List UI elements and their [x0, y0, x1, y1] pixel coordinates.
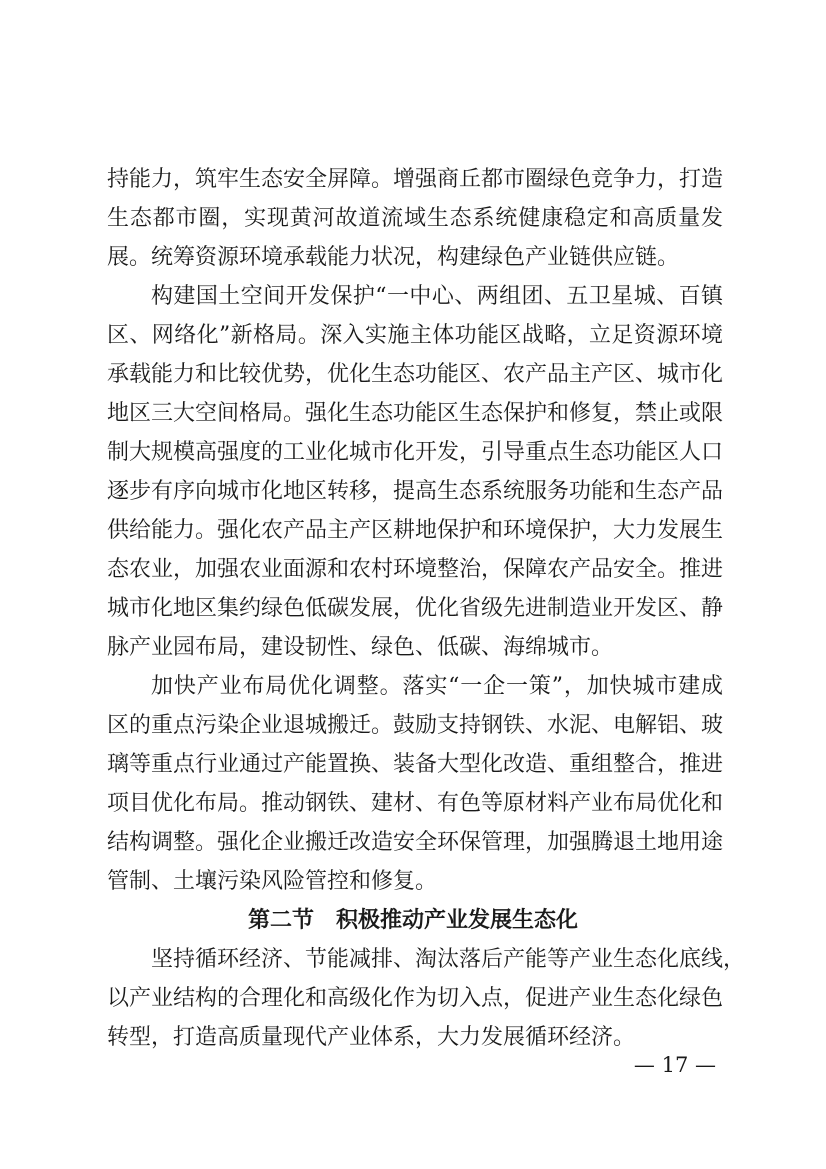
text-line: 坚持循环经济、节能减排、淘汰落后产能等产业生态化底线， [151, 947, 746, 972]
text-line: 构建国土空间开发保护“一中心、两组团、五卫星城、百镇 [151, 284, 723, 309]
text-line: 承载能力和比较优势，优化生态功能区、农产品主产区、城市化 [107, 362, 724, 387]
text-line: 项目优化布局。推动钢铁、建材、有色等原材料产业布局优化和 [107, 791, 724, 816]
text-line: 态农业，加强农业面源和农村环境整治，保障农产品安全。推进 [107, 557, 724, 582]
text-line: 制大规模高强度的工业化城市化开发，引导重点生态功能区人口 [107, 440, 724, 465]
text-line: 璃等重点行业通过产能置换、装备大型化改造、重组整合，推进 [107, 752, 724, 777]
text-line: 区、网络化”新格局。深入实施主体功能区战略，立足资源环境 [107, 323, 723, 348]
text-line: 城市化地区集约绿色低碳发展，优化省级先进制造业开发区、静 [107, 596, 724, 621]
text-line: 生态都市圈，实现黄河故道流域生态系统健康稳定和高质量发 [107, 206, 723, 231]
page-number: — 17 — [633, 1053, 716, 1077]
text-line: 以产业结构的合理化和高级化作为切入点，促进产业生态化绿色 [107, 986, 724, 1011]
text-line: 加快产业布局优化调整。落实“一企一策”，加快城市建成 [151, 674, 723, 699]
text-line: 供给能力。强化农产品主产区耕地保护和环境保护，大力发展生 [107, 518, 724, 543]
section-heading [0, 901, 826, 941]
text-line: 脉产业园布局，建设韧性、绿色、低碳、海绵城市。 [107, 635, 614, 660]
text-line: 逐步有序向城市化地区转移，提高生态系统服务功能和生态产品 [107, 479, 724, 504]
section-number: 第二节 [247, 908, 314, 933]
text-line: 管制、土壤污染风险管控和修复。 [107, 869, 438, 894]
text-line: 持能力，筑牢生态安全屏障。增强商丘都市圈绿色竞争力，打造 [107, 167, 724, 192]
text-line: 展。统筹资源环境承载能力状况，构建绿色产业链供应链。 [107, 245, 680, 270]
text-line: 地区三大空间格局。强化生态功能区生态保护和修复，禁止或限 [107, 401, 724, 426]
section-title: 积极推动产业发展生态化 [336, 908, 579, 933]
text-line: 转型，打造高质量现代产业体系，大力发展循环经济。 [107, 1025, 636, 1050]
text-line: 结构调整。强化企业搬迁改造安全环保管理，加强腾退土地用途 [107, 830, 724, 855]
text-line: 区的重点污染企业退城搬迁。鼓励支持钢铁、水泥、电解铝、玻 [107, 713, 724, 738]
